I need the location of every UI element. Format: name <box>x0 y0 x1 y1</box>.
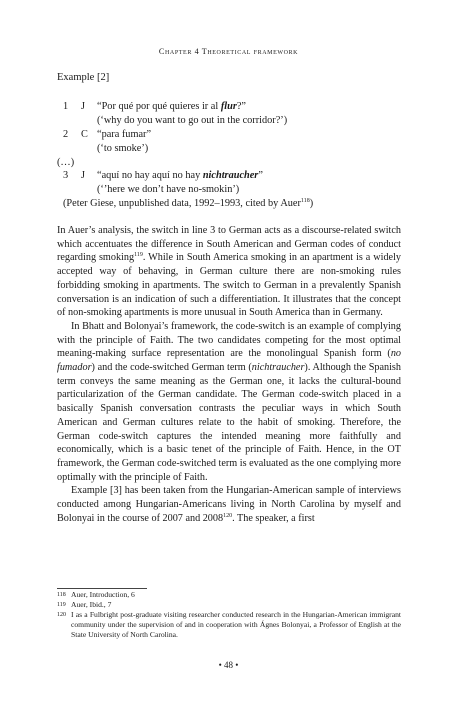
footnote: 118 Auer, Introduction, 6 <box>57 590 135 599</box>
page-number: • 48 • <box>218 660 239 670</box>
speaker: C <box>81 129 88 140</box>
speaker: J <box>81 170 86 181</box>
switched-word: flur <box>220 101 237 112</box>
switched-word: nichtraucher <box>202 170 259 181</box>
footnote-ref: 120 <box>223 512 233 519</box>
main-text <box>57 224 401 525</box>
footnote: 119 Auer, Ibid., 7 <box>57 600 112 609</box>
speaker: J <box>81 101 86 112</box>
line-number: 2 <box>63 129 69 140</box>
example-title: Example [2] <box>57 72 110 83</box>
utterance: “Por qué por qué quieres ir al flur?” <box>97 101 246 112</box>
paragraph-2: In Bhatt and Bolonyai’s framework, the code-switch is an example of complying with the principle of Faith. The two candidates competing for the most optimal meaning-making surface representation are the monolingual Spanish form (no fumador) and the code-switched German term (nichtraucher). Although the Spanish term conveys the same meaning as the German one, it lacks the cultural-bound particularization of the German candidate. The German code-switch placed in a basically Spanish conversation contrasts the peculiar ways in which South American and German cultures relate to the habit of smoking. Therefore, the German code-switch captures the intended meaning more faithfully and economically, which is a basic tenet of the principle of Faith. Hence, in the OT framework, the German code-switched term is evaluated as the one complying more optimally with the principle of Faith. <box>57 320 401 483</box>
paragraph-3: Example [3] has been taken from the Hungarian-American sample of interviews conducted among Hungarian-Americans living in North Carolina by myself and Bolonyai in the course of 2007 and 2008$^{120}$. The speaker, a first <box>57 485 401 524</box>
paragraph-1: In Auer’s analysis, the switch in line 3 to German acts as a discourse-related switch which accentuates the difference in South American and German codes of conduct regarding smoking$^{119}$. While in South America smoking in an apartment is a widely accepted way of behaving, in German culture there are non-smoking rules forbidding smoking in apartments. The switch to German in a prevalently Spanish conversation is an indication of such a differentiation. It illustrates that the concept of non-smoking apartments is more unusual in South America than in Germany. <box>57 225 401 319</box>
running-header: Chapter 4 Theoretical framework <box>158 47 299 56</box>
utterance: “para fumar” <box>97 129 152 140</box>
footnotes <box>57 590 401 640</box>
line-number: 1 <box>63 101 69 112</box>
book-page: Chapter 4 Theoretical framework Example [2] 1 J “Por qué por qué quieres ir al flur?” (‘why do you want to go out in the corridor?’) 2 C “para fumar” (‘to smoke’) (…) 3 J “aquí no hay aquí no hay nichtraucher” (‘’here we don’t have no-smokin’) (Peter Giese, unpublished data, 1992–1993, cited by Auer$^{118}$) In Auer’s analysis, the switch in line 3 to German acts as a discourse-related switch which accentuates the difference in South American and German codes of conduct regarding smoking$^{119}$. While in South America smoking in an apartment is a widely accepted way of behaving, in German culture there are non-smoking rules forbidding smoking in apartments. The switch to German in a prevalently Spanish conversation is an indication of such a differentiation. It illustrates that the concept of non-smoking apartments is more unusual in South America than in Germany. In Bhatt and Bolonyai’s framework, the code-switch is an example of complying with the principle of Faith. The two candidates competing for the most optimal meaning-making surface representation are the monolingual Spanish form (no fumador) and the code-switched German term (nichtraucher). Although the Spanish term conveys the same meaning as the German one, it lacks the cultural-bound particularization of the German candidate. The German code-switch placed in a basically Spanish conversation contrasts the peculiar ways in which South American and German cultures relate to the habit of smoking. Therefore, the German code-switch captures the intended meaning more faithfully and economically, which is a basic tenet of the principle of Faith. Hence, in the OT framework, the German code-switched term is evaluated as the one complying more optimally with the principle of Faith. Example [3] has been taken from the Hungarian-American sample of interviews conducted among Hungarian-Americans living in North Carolina by myself and Bolonyai in the course of 2007 and 2008$^{120}$. The speaker, a first 118 Auer, Introduction, 6 119 Auer, Ibid., 7 120 I as a Fulbright post-graduate visiting researcher conducted research in the Hungarian-American immigrant community under the supervision of and in cooperation with Ágnes Bolonyai, a Professor of English at the State University of North Carolina. • 48 • <box>0 0 457 708</box>
footnote-ref: 119 <box>134 252 143 259</box>
footnote: 120 I as a Fulbright post-graduate visiting researcher conducted research in the Hungarian-American immigrant community under the supervision of and in cooperation with Ágnes Bolonyai, a Professor of English at the State University of North Carolina. <box>57 610 401 639</box>
utterance: “aquí no hay aquí no hay nichtraucher” <box>97 170 263 181</box>
line-number: 3 <box>63 170 69 181</box>
footnote-rule <box>57 588 147 589</box>
